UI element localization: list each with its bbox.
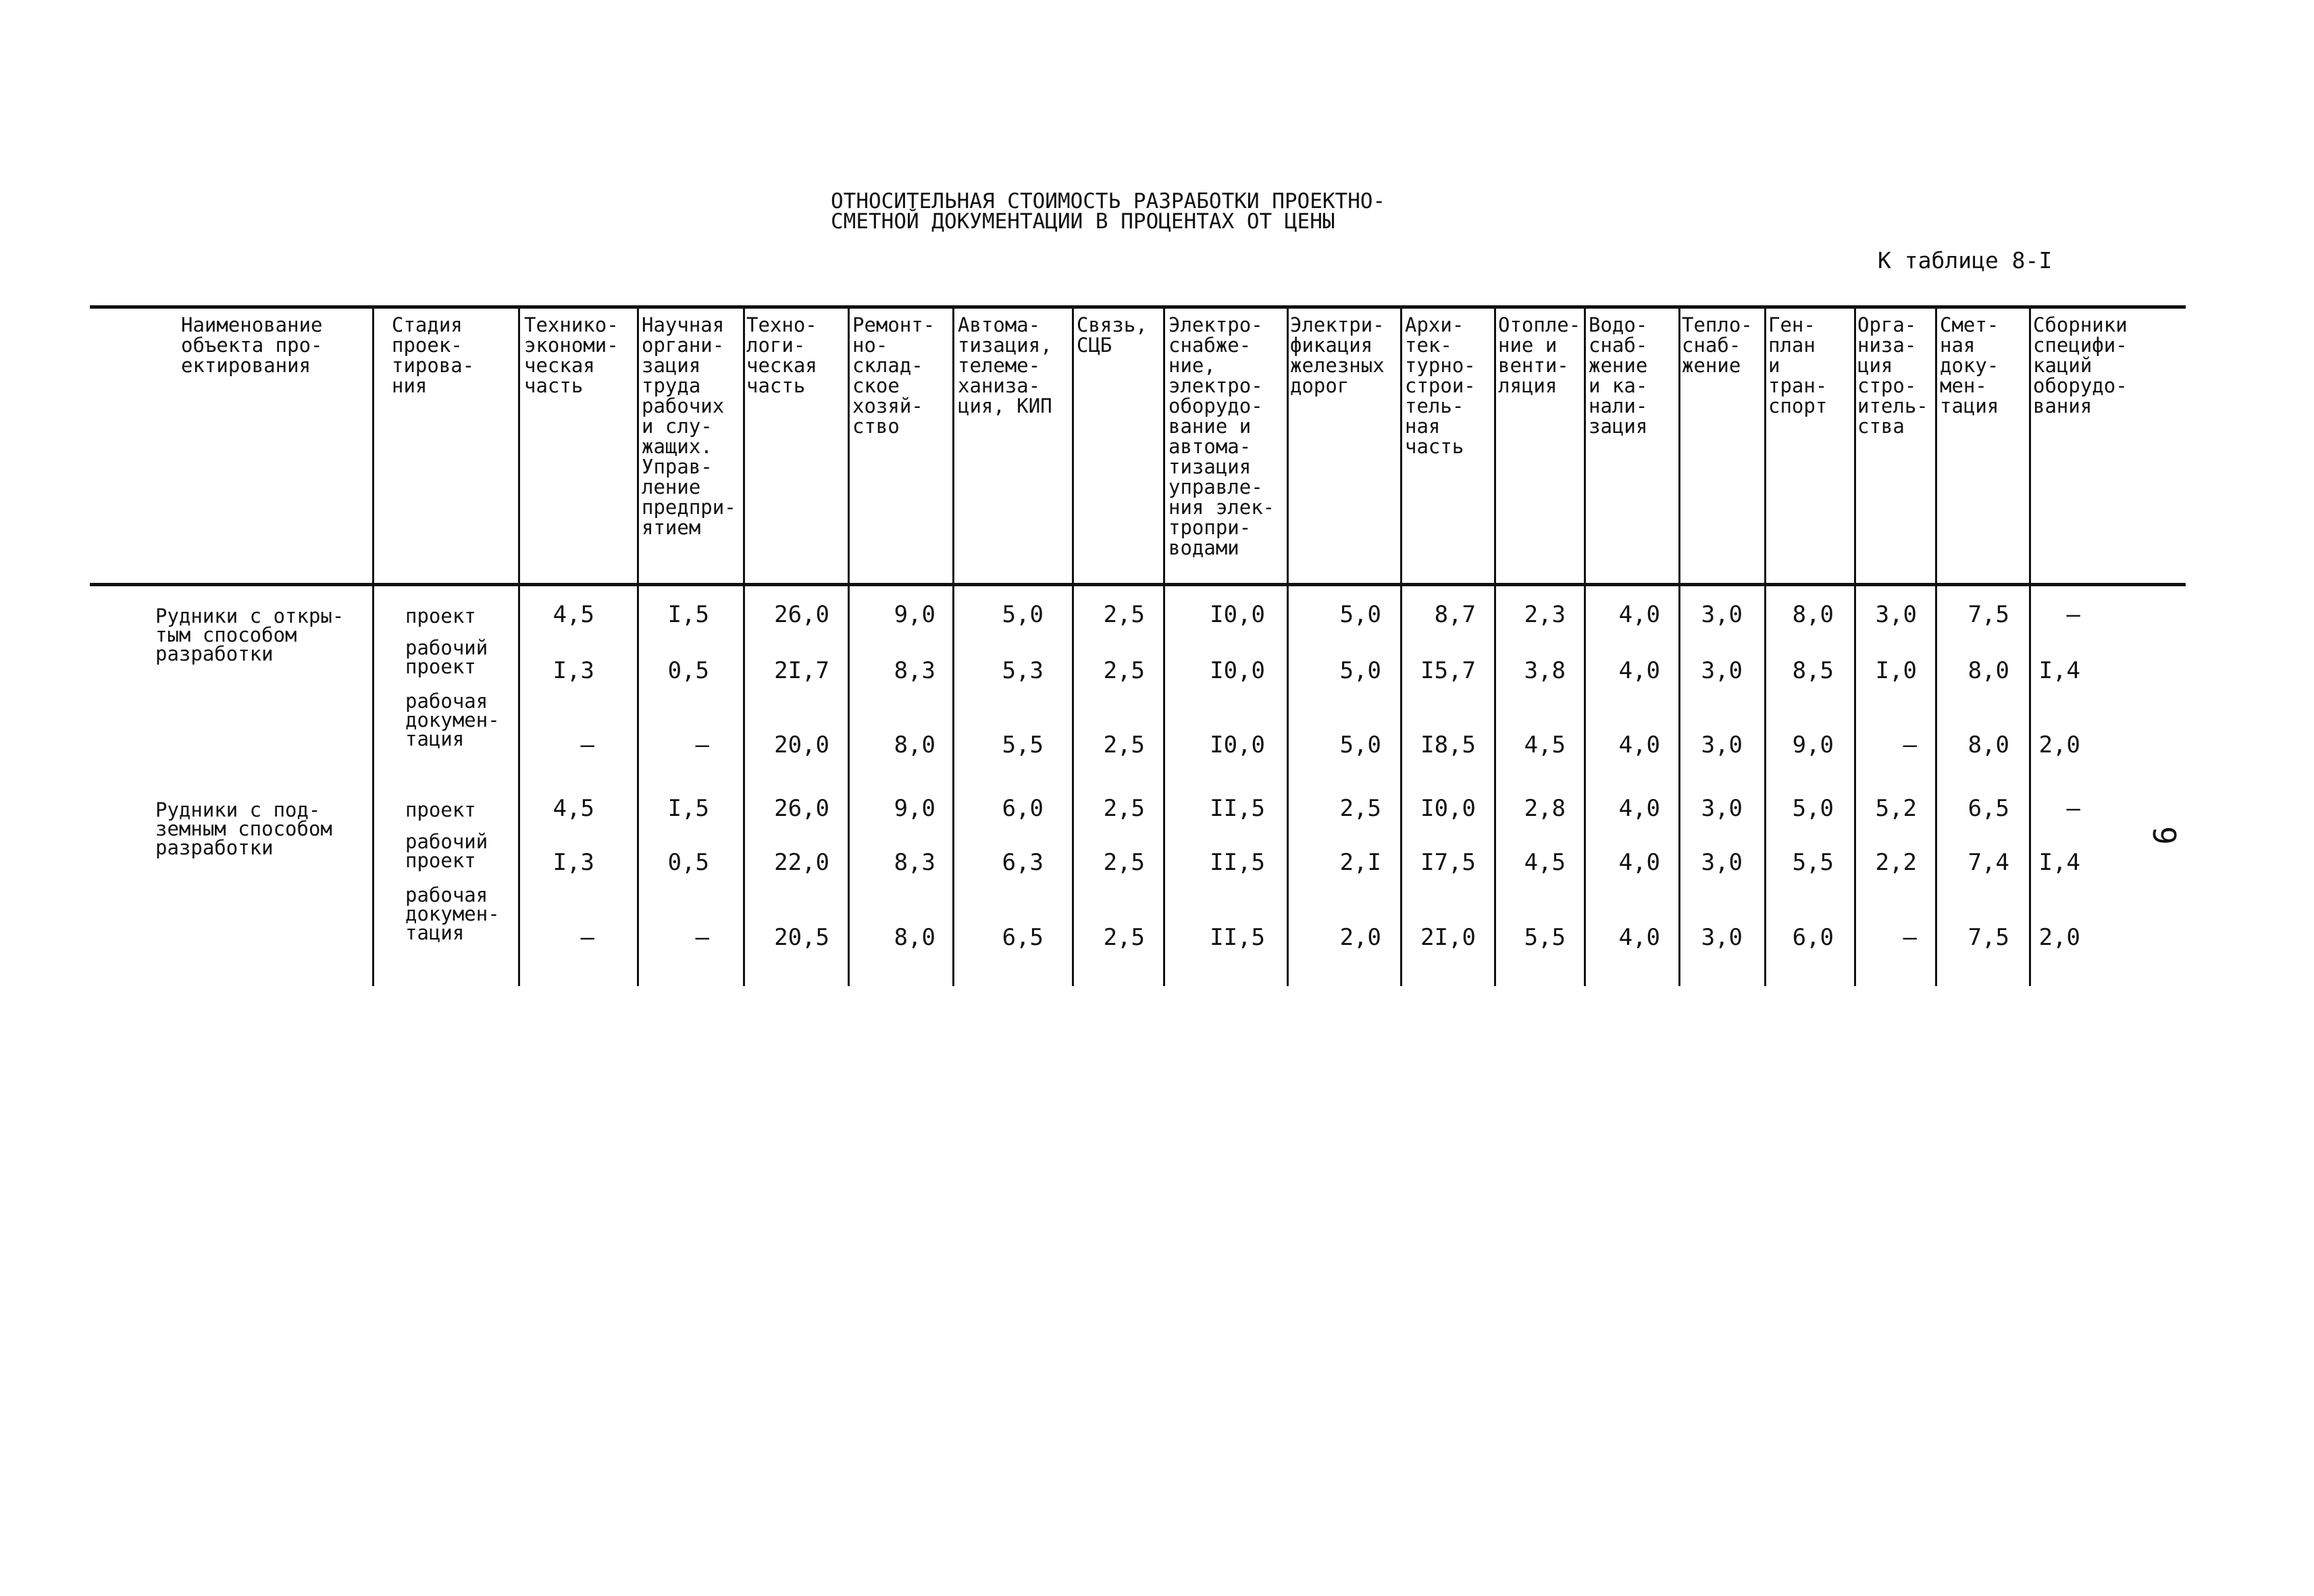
column-divider <box>2029 307 2031 986</box>
column-divider <box>1935 307 1937 986</box>
stage-label: рабочий проект <box>405 636 488 678</box>
table-cell: 8,3 <box>894 657 935 684</box>
table-cell: 20,5 <box>774 924 829 951</box>
table-cell: 9,0 <box>1792 731 1834 758</box>
table-cell: I8,5 <box>1420 731 1476 758</box>
table-cell: 7,5 <box>1968 601 2009 628</box>
table-cell: – <box>695 731 709 758</box>
column-header: Отопле- ние и венти- ляция <box>1498 313 1581 397</box>
table-cell: 20,0 <box>774 731 829 758</box>
table-cell: 4,0 <box>1618 924 1660 951</box>
table-header-rule <box>90 583 2186 586</box>
table-cell: I0,0 <box>1420 795 1476 822</box>
table-cell: – <box>1903 731 1917 758</box>
table-cell: 2,5 <box>1103 795 1145 822</box>
stage-label: рабочая докумен- тация <box>405 690 500 750</box>
column-header: Смет- ная доку- мен- тация <box>1940 313 1999 417</box>
table-cell: 7,5 <box>1968 924 2009 951</box>
column-divider <box>1764 307 1766 986</box>
table-cell: 5,3 <box>1002 657 1044 684</box>
table-cell: 2,5 <box>1339 795 1381 822</box>
table-cell: 2,8 <box>1524 795 1566 822</box>
column-divider <box>1678 307 1680 986</box>
column-divider <box>372 307 374 986</box>
table-cell: 4,0 <box>1618 601 1660 628</box>
table-cell: 4,0 <box>1618 849 1660 876</box>
table-cell: 4,5 <box>552 795 594 822</box>
table-cell: 8,0 <box>894 731 935 758</box>
column-divider <box>1072 307 1074 986</box>
table-cell: 22,0 <box>774 849 829 876</box>
table-cell: 8,0 <box>1792 601 1834 628</box>
column-header: Сборники специфи- каций оборудо- вания <box>2033 313 2128 417</box>
table-cell: 6,5 <box>1002 924 1044 951</box>
column-divider <box>637 307 639 986</box>
table-cell: 0,5 <box>667 849 709 876</box>
page-title: ОТНОСИТЕЛЬНАЯ СТОИМОСТЬ РАЗРАБОТКИ ПРОЕКТНО- СМЕТНОЙ ДОКУМЕНТАЦИИ В ПРОЦЕНТАХ ОТ ЦЕНЫ <box>831 189 1386 234</box>
table-cell: 8,0 <box>1968 657 2009 684</box>
table-cell: – <box>1903 924 1917 951</box>
table-cell: 6,0 <box>1792 924 1834 951</box>
table-cell: 4,0 <box>1618 795 1660 822</box>
column-header: Связь, СЦБ <box>1077 313 1148 357</box>
table-cell: 2,5 <box>1103 731 1145 758</box>
column-divider <box>1287 307 1289 986</box>
column-header: Электро- снабже- ние, электро- оборудо- вание и автома- тизация управле- ния элек- тропри- водами <box>1168 313 1275 559</box>
page-number: 9 <box>2145 826 2182 845</box>
table-cell: 4,0 <box>1618 731 1660 758</box>
column-header: Техно- логи- ческая часть <box>746 313 817 397</box>
table-cell: 8,7 <box>1434 601 1476 628</box>
table-cell: 5,5 <box>1002 731 1044 758</box>
table-cell: 4,0 <box>1618 657 1660 684</box>
table-cell: – <box>580 924 594 951</box>
table-cell: 5,0 <box>1002 601 1044 628</box>
column-header: Наименование объекта про- ектирования <box>181 313 323 377</box>
table-cell: 5,0 <box>1339 731 1381 758</box>
table-cell: I,4 <box>2038 849 2080 876</box>
table-cell: 3,0 <box>1701 657 1743 684</box>
table-cell: II,5 <box>1210 795 1265 822</box>
column-header: Орга- низа- ция стро- итель- ства <box>1857 313 1928 438</box>
table-cell: 3,0 <box>1701 795 1743 822</box>
stage-label: рабочий проект <box>405 830 488 872</box>
table-cell: I,0 <box>1875 657 1917 684</box>
table-cell: 2,2 <box>1875 849 1917 876</box>
table-cell: 3,0 <box>1701 601 1743 628</box>
table-cell: 2,5 <box>1103 601 1145 628</box>
table-cell: 3,0 <box>1701 924 1743 951</box>
table-cell: 3,0 <box>1701 849 1743 876</box>
table-cell: 6,0 <box>1002 795 1044 822</box>
table-cell: 2,0 <box>2038 924 2080 951</box>
table-cell: I0,0 <box>1210 731 1265 758</box>
column-divider <box>1400 307 1402 986</box>
table-cell: 5,0 <box>1339 657 1381 684</box>
column-divider <box>848 307 850 986</box>
column-divider <box>1494 307 1496 986</box>
table-cell: I,5 <box>667 601 709 628</box>
column-divider <box>952 307 954 986</box>
table-cell: 4,5 <box>1524 849 1566 876</box>
table-cell: 9,0 <box>894 795 935 822</box>
table-cell: – <box>695 924 709 951</box>
table-cell: 5,0 <box>1339 601 1381 628</box>
column-header: Стадия проек- тирова- ния <box>392 313 475 397</box>
stage-label: проект <box>405 798 476 821</box>
table-cell: – <box>580 731 594 758</box>
column-header: Водо- снаб- жение и ка- нали- зация <box>1589 313 1648 438</box>
column-header: Электри- фикация железных дорог <box>1290 313 1385 397</box>
table-cell: I,5 <box>667 795 709 822</box>
table-cell: – <box>2066 795 2080 822</box>
table-cell: 2I,0 <box>1420 924 1476 951</box>
table-cell: I,3 <box>552 849 594 876</box>
table-cell: 2,0 <box>1339 924 1381 951</box>
column-divider <box>1163 307 1165 986</box>
table-cell: 4,5 <box>552 601 594 628</box>
table-cell: 2,5 <box>1103 657 1145 684</box>
table-cell: 3,0 <box>1701 731 1743 758</box>
table-cell: I,4 <box>2038 657 2080 684</box>
stage-label: рабочая докумен- тация <box>405 883 500 944</box>
table-cell: 5,2 <box>1875 795 1917 822</box>
column-header: Архи- тек- турно- строи- тель- ная часть <box>1405 313 1476 458</box>
table-top-rule <box>90 305 2186 309</box>
column-header: Научная органи- зация труда рабочих и слу- жащих. Управ- ление предпри- ятием <box>642 313 736 539</box>
column-divider <box>1584 307 1586 986</box>
table-cell: I0,0 <box>1210 601 1265 628</box>
table-cell: I,3 <box>552 657 594 684</box>
table-cell: 26,0 <box>774 795 829 822</box>
column-header: Тепло- снаб- жение <box>1682 313 1753 377</box>
table-cell: 5,5 <box>1792 849 1834 876</box>
column-divider <box>518 307 520 986</box>
object-name: Рудники с под- земным способом разработки <box>155 798 332 859</box>
table-cell: 2,5 <box>1103 924 1145 951</box>
column-header: Технико- экономи- ческая часть <box>524 313 619 397</box>
table-cell: 3,0 <box>1875 601 1917 628</box>
table-cell: 26,0 <box>774 601 829 628</box>
table-cell: 2I,7 <box>774 657 829 684</box>
table-cell: 6,5 <box>1968 795 2009 822</box>
table-cell: 4,5 <box>1524 731 1566 758</box>
column-divider <box>1854 307 1856 986</box>
table-cell: 2,I <box>1339 849 1381 876</box>
table-cell: 2,3 <box>1524 601 1566 628</box>
table-cell: 8,0 <box>1968 731 2009 758</box>
table-cell: 8,3 <box>894 849 935 876</box>
table-cell: I0,0 <box>1210 657 1265 684</box>
table-cell: 0,5 <box>667 657 709 684</box>
stage-label: проект <box>405 604 476 627</box>
table-cell: 6,3 <box>1002 849 1044 876</box>
column-header: Ремонт- но- склад- ское хозяй- ство <box>852 313 935 438</box>
column-header: Автома- тизация, телеме- ханиза- ция, КИП <box>958 313 1052 417</box>
table-cell: – <box>2066 601 2080 628</box>
table-cell: 7,4 <box>1968 849 2009 876</box>
table-cell: 5,5 <box>1524 924 1566 951</box>
table-reference: К таблице 8-I <box>1878 247 2053 274</box>
table-cell: I7,5 <box>1420 849 1476 876</box>
table-cell: 3,8 <box>1524 657 1566 684</box>
column-divider <box>743 307 745 986</box>
column-header: Ген- план и тран- спорт <box>1768 313 1828 417</box>
table-cell: 8,5 <box>1792 657 1834 684</box>
object-name: Рудники с откры- тым способом разработки <box>155 604 344 665</box>
table-cell: 5,0 <box>1792 795 1834 822</box>
table-cell: 2,0 <box>2038 731 2080 758</box>
table-cell: 8,0 <box>894 924 935 951</box>
table-cell: II,5 <box>1210 849 1265 876</box>
table-cell: 2,5 <box>1103 849 1145 876</box>
table-cell: II,5 <box>1210 924 1265 951</box>
table-cell: I5,7 <box>1420 657 1476 684</box>
table-cell: 9,0 <box>894 601 935 628</box>
